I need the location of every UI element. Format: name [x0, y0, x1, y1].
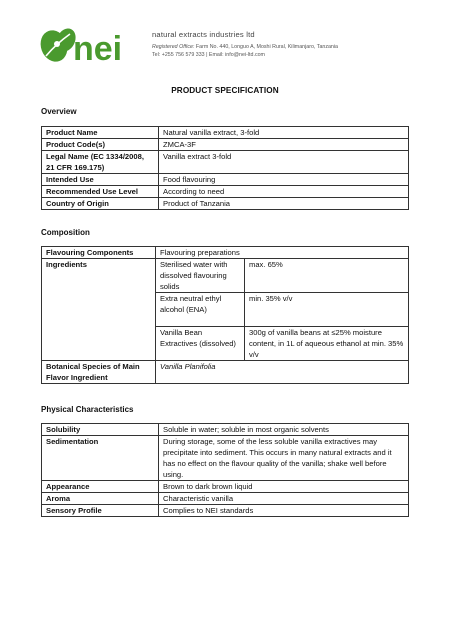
row-value: Brown to dark brown liquid — [159, 481, 409, 493]
company-logo — [40, 22, 145, 70]
row-value: Product of Tanzania — [159, 198, 409, 210]
row-key: Appearance — [42, 481, 159, 493]
table-row — [42, 361, 409, 384]
row-value: Complies to NEI standards — [159, 505, 409, 517]
row-value: Natural vanilla extract, 3-fold — [159, 127, 409, 139]
table-row — [42, 198, 409, 210]
row-key: Intended Use — [42, 174, 159, 186]
company-name: natural extracts industries ltd — [152, 30, 255, 39]
row-key: Aroma — [42, 493, 159, 505]
row-key: Solubility — [42, 424, 159, 436]
row-key: Sensory Profile — [42, 505, 159, 517]
office-address: Farm No. 440, Longuo A, Moshi Rural, Kilimanjaro, Tanzania — [195, 44, 338, 50]
office-label: Registered Office: — [152, 44, 195, 50]
document-title: PRODUCT SPECIFICATION — [171, 86, 279, 95]
ingredient-spec: min. 35% v/v — [245, 293, 409, 327]
table-row — [42, 139, 409, 151]
table-row — [42, 174, 409, 186]
row-key: Sedimentation — [42, 436, 159, 481]
ingredient-name: Sterilised water with dissolved flavouring solids — [156, 259, 245, 293]
row-value: Vanilla extract 3-fold — [159, 151, 409, 174]
table-row — [42, 151, 409, 174]
tel-label: Tel: — [152, 52, 161, 58]
email-label: Email: — [208, 52, 224, 58]
table-row — [42, 186, 409, 198]
tel-value: +255 756 579 333 — [161, 52, 205, 58]
row-value: Vanilla Planifolia — [156, 361, 409, 384]
row-key: Botanical Species of Main Flavor Ingredient — [42, 361, 156, 384]
table-row — [42, 505, 409, 517]
row-value: Soluble in water; soluble in most organic solvents — [159, 424, 409, 436]
physical-table — [41, 423, 409, 517]
row-key: Legal Name (EC 1334/2008, 21 CFR 169.175) — [42, 151, 159, 174]
row-key: Product Code(s) — [42, 139, 159, 151]
overview-table — [41, 126, 409, 210]
row-value: During storage, some of the less soluble vanilla extractives may precipitate into sediment. This occurs in many natural extracts and it has no effect on the flavour quality of the vanilla; shake well before using. — [159, 436, 409, 481]
row-key: Product Name — [42, 127, 159, 139]
table-row — [42, 247, 409, 259]
composition-table — [41, 246, 409, 384]
composition-heading: Composition — [41, 228, 90, 237]
table-row — [42, 424, 409, 436]
ingredient-name: Extra neutral ethyl alcohol (ENA) — [156, 293, 245, 327]
logo-text: nei — [73, 30, 123, 68]
ingredient-name: Vanilla Bean Extractives (dissolved) — [156, 327, 245, 361]
table-row — [42, 436, 409, 481]
row-value: Flavouring preparations — [156, 247, 409, 259]
email-value[interactable]: info@nei-ltd.com — [225, 52, 265, 58]
table-row — [42, 481, 409, 493]
row-key: Country of Origin — [42, 198, 159, 210]
company-details — [152, 30, 338, 59]
row-value: According to need — [159, 186, 409, 198]
table-row — [42, 259, 409, 293]
row-value: Food flavouring — [159, 174, 409, 186]
leaf-logo-icon — [40, 22, 145, 70]
row-value: Characteristic vanilla — [159, 493, 409, 505]
ingredient-spec: 300g of vanilla beans at ≤25% moisture content, in 1L of aqueous ethanol at min. 35% v/v — [245, 327, 409, 361]
company-address: Registered Office: Farm No. 440, Longuo A, Moshi Rural, Kilimanjaro, Tanzania Tel: +255 756 579 333 | Email: info@nei-ltd.com — [152, 44, 338, 58]
row-value: ZMCA-3F — [159, 139, 409, 151]
overview-heading: Overview — [41, 107, 77, 116]
ingredient-spec: max. 65% — [245, 259, 409, 293]
row-key: Recommended Use Level — [42, 186, 159, 198]
row-key: Flavouring Components — [42, 247, 156, 259]
physical-heading: Physical Characteristics — [41, 405, 134, 414]
table-row — [42, 493, 409, 505]
row-key: Ingredients — [42, 259, 156, 361]
table-row — [42, 127, 409, 139]
